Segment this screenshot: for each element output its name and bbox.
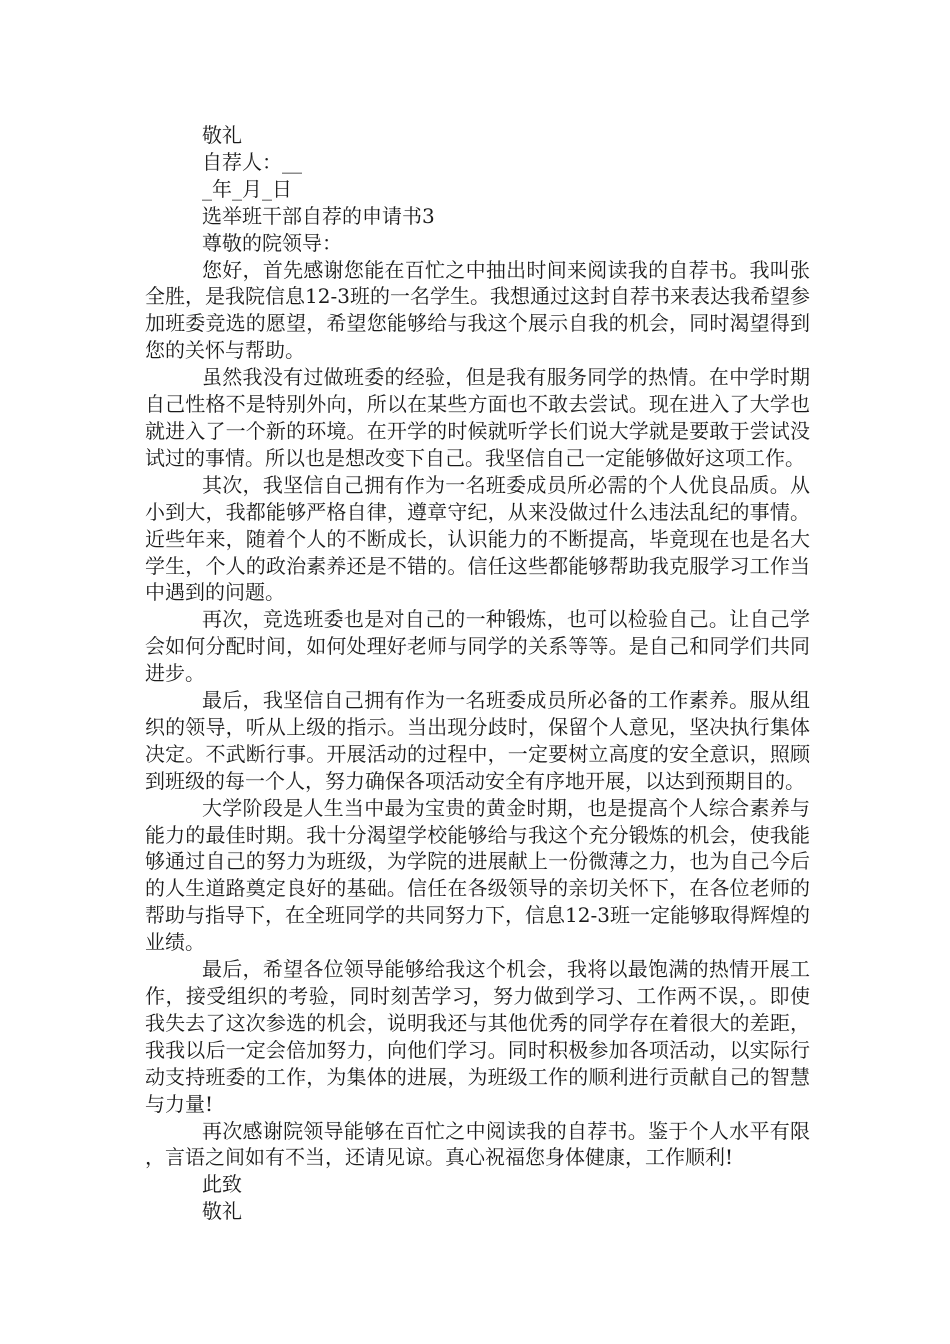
salutation: 尊敬的院领导： <box>202 230 342 255</box>
date-line: _年_月_日 <box>202 176 292 201</box>
paragraph-training: 再次，竞选班委也是对自己的一种锻炼，也可以检验自己。让自己学会如何分配时间，如何处理好老师与同学的关系等等。是自己和同学们共同进步。 <box>145 607 810 686</box>
paragraph-experience: 虽然我没有过做班委的经验，但是我有服务同学的热情。在中学时期自己性格不是特别外向，所以在某些方面也不敢去尝试。现在进入了大学也就进入了一个新的环境。在开学的时候就听学长们说大学就是要敢于尝试没试过的事情。所以也是想改变下自己。我坚信自己一定能够做好这项工作。 <box>145 365 810 470</box>
closing-jingli: 敬礼 <box>202 1199 242 1224</box>
paragraph-work-ethic: 最后，我坚信自己拥有作为一名班委成员所必备的工作素养。服从组织的领导，听从上级的指示。当出现分歧时，保留个人意见，坚决执行集体决定。不武断行事。开展活动的过程中，一定要树立高度的安全意识，照顾到班级的每一个人，努力确保各项活动安全有序地开展，以达到预期目的。 <box>145 688 810 793</box>
paragraph-university: 大学阶段是人生当中最为宝贵的黄金时期，也是提高个人综合素养与能力的最佳时期。我十分渴望学校能够给与我这个充分锻炼的机会，使我能够通过自己的努力为班级，为学院的进展献上一份微薄之力，也为自己今后的人生道路奠定良好的基础。信任在各级领导的亲切关怀下，在各位老师的帮助与指导下，在全班同学的共同努力下，信息12-3班一定能够取得辉煌的业绩。 <box>145 795 810 955</box>
head-closing: 敬礼 <box>202 123 242 147</box>
paragraph-qualities: 其次，我坚信自己拥有作为一名班委成员所必需的个人优良品质。从小到大，我都能够严格自律，遵章守纪，从来没做过什么违法乱纪的事情。近些年来，随着个人的不断成长，认识能力的不断提高，毕竟现在也是名大学生，个人的政治素养还是不错的。信任这些都能够帮助我克服学习工作当中遇到的问题。 <box>145 472 810 605</box>
paragraph-thanks: 再次感谢院领导能够在百忙之中阅读我的自荐书。鉴于个人水平有限，言语之间如有不当，还请见谅。真心祝福您身体健康，工作顺利! <box>145 1118 810 1170</box>
paragraph-greeting: 您好，首先感谢您能在百忙之中抽出时间来阅读我的自荐书。我叫张全胜，是我院信息12-3班的一名学生。我想通过这封自荐书来表达我希望参加班委竞选的愿望，希望您能够给与我这个展示自我的机会，同时渴望得到您的关怀与帮助。 <box>145 257 810 363</box>
letter-page <box>145 122 810 1225</box>
signature-line: 自荐人：__ <box>202 149 302 174</box>
closing-cizhi: 此致 <box>202 1172 242 1197</box>
paragraph-request: 最后，希望各位领导能够给我这个机会，我将以最饱满的热情开展工作，接受组织的考验，同时刻苦学习，努力做到学习、工作两不误，。即使我失去了这次参选的机会，说明我还与其他优秀的同学存在着很大的差距，我我以后一定会倍加努力，向他们学习。同时积极参加各项活动，以实际行动支持班委的工作，为集体的进展，为班级工作的顺利进行贡献自己的智慧与力量! <box>145 957 810 1116</box>
section-title: 选举班干部自荐的申请书3 <box>202 203 435 228</box>
